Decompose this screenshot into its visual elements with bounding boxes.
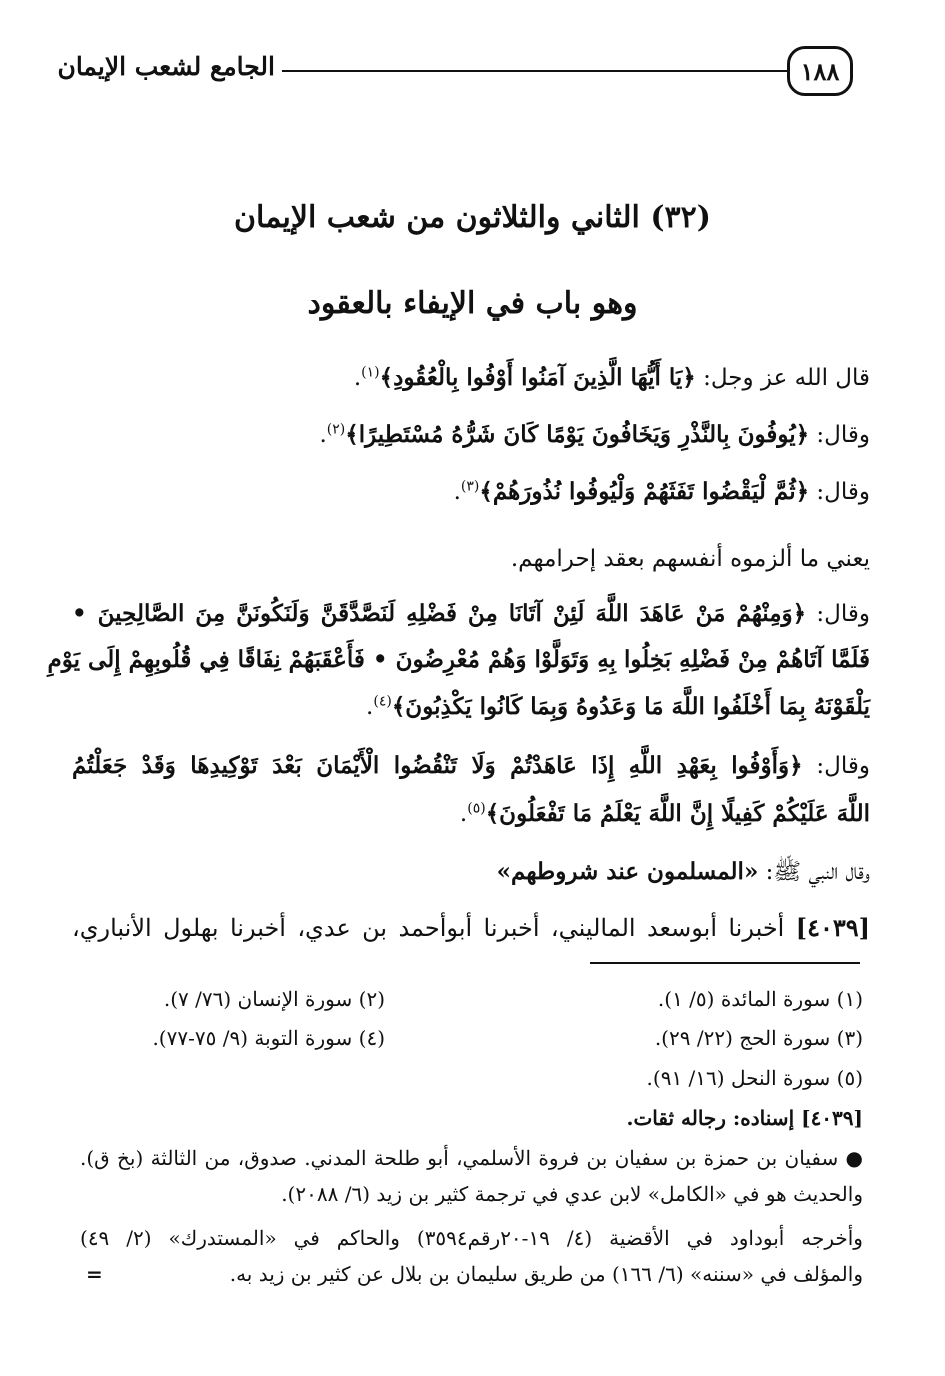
isnad-note <box>626 1106 863 1130</box>
text: أخبرنا أبوسعد الماليني، أخبرنا أبوأحمد بن عدي، أخبرنا بهلول الأنباري، <box>72 914 796 942</box>
header-rule <box>282 70 790 72</box>
text: وقال: <box>802 753 870 779</box>
text: قال الله عز وجل: <box>695 365 870 391</box>
body-line-8 <box>72 752 870 781</box>
note-text: إسناده: رجاله ثقات. <box>626 1106 802 1130</box>
period: . <box>366 694 374 720</box>
footnote-3: (٣) سورة الحج (٢٢/ ٢٩). <box>654 1026 863 1050</box>
period: . <box>319 422 327 448</box>
text: وقال النبي ﷺ: <box>758 859 870 885</box>
footnote-1: (١) سورة المائدة (٥/ ١). <box>657 987 863 1011</box>
continuation-mark: = <box>86 1262 103 1286</box>
quran-verse: اللَّهَ عَلَيْكُمْ كَفِيلًا إِنَّ اللَّهَ يَعْلَمُ مَا تَفْعَلُونَ﴾ <box>485 800 870 827</box>
body-line-9 <box>460 800 870 829</box>
footnote-ref: (١) <box>361 364 380 381</box>
text: وقال: <box>809 422 870 448</box>
page-number: ١٨٨ <box>787 46 853 96</box>
chapter-subtitle: وهو باب في الإيفاء بالعقود <box>307 286 638 321</box>
footnote-4: (٤) سورة التوبة (٩/ ٧٥-٧٧). <box>152 1026 385 1050</box>
body-line-5 <box>72 600 870 629</box>
footnote-2: (٢) سورة الإنسان (٧٦/ ٧). <box>163 987 385 1011</box>
takhrij-line-1: وأخرجه أبوداود في الأقضية (٤/ ١٩-٢٠رقم٣٥٩٤) والحاكم في «المستدرك» (٢/ ٤٩) <box>80 1226 863 1250</box>
body-line-3 <box>454 478 870 507</box>
text: وقال: <box>809 479 870 505</box>
footnote-ref: (٥) <box>467 800 486 817</box>
footnote-ref: (٢) <box>326 421 346 438</box>
narrator-bio-line-1: ● سفيان بن حمزة بن سفيان بن فروة الأسلمي، أبو طلحة المدني. صدوق، من الثالثة (بخ ق). <box>80 1146 863 1170</box>
takhrij-line-2: والمؤلف في «سننه» (٦/ ١٦٦) من طريق سليمان بن بلال عن كثير بن زيد به. <box>229 1262 863 1286</box>
narrator-bio-line-2: والحديث هو في «الكامل» لابن عدي في ترجمة كثير بن زيد (٦/ ٢٠٨٨). <box>281 1182 863 1206</box>
body-line-1 <box>354 364 870 393</box>
footnote-separator <box>590 962 860 964</box>
hadith-number: [٤٠٣٩] <box>795 913 870 942</box>
running-title: الجامع لشعب الإيمان <box>57 52 275 81</box>
quran-verse: ﴿يَا أَيُّهَا الَّذِينَ آمَنُوا أَوْفُوا بِالْعُقُودِ﴾ <box>379 364 696 391</box>
body-line-2 <box>319 421 870 450</box>
body-line-7 <box>366 693 870 722</box>
hadith-quote: «المسلمون عند شروطهم» <box>496 858 759 885</box>
quran-verse: ﴿وَمِنْهُمْ مَنْ عَاهَدَ اللَّهَ لَئِنْ آتَانَا مِنْ فَضْلِهِ لَنَصَّدَّقَنَّ وَلَنَكُونَنَّ مِنَ الصَّالِحِينَ • <box>72 600 807 627</box>
body-line-4: يعني ما ألزموه أنفسهم بعقد إحرامهم. <box>510 546 870 572</box>
quran-verse: يَلْقَوْنَهُ بِمَا أَخْلَفُوا اللَّهَ مَا وَعَدُوهُ وَبِمَا كَانُوا يَكْذِبُونَ﴾ <box>391 693 870 720</box>
period: . <box>459 801 468 827</box>
quran-verse: ﴿ثُمَّ لْيَقْضُوا تَفَثَهُمْ وَلْيُوفُوا نُذُورَهُمْ﴾ <box>479 478 810 505</box>
body-line-10 <box>497 858 870 887</box>
period: . <box>353 365 362 391</box>
note-number: [٤٠٣٩] <box>801 1106 863 1130</box>
body-line-11 <box>72 914 870 943</box>
period: . <box>453 479 461 505</box>
footnote-ref: (٤) <box>373 693 392 710</box>
text: وقال: <box>806 601 870 627</box>
quran-verse: ﴿يُوفُونَ بِالنَّذْرِ وَيَخَافُونَ يَوْمًا كَانَ شَرُّهُ مُسْتَطِيرًا﴾ <box>345 421 810 448</box>
body-line-6: فَلَمَّا آتَاهُمْ مِنْ فَضْلِهِ بَخِلُوا بِهِ وَتَوَلَّوْا وَهُمْ مُعْرِضُونَ • فَأَعْقَبَهُمْ نِفَاقًا فِي قُلُوبِهِمْ إِلَى يَوْمِ <box>47 646 870 673</box>
chapter-title: (٣٢) الثاني والثلاثون من شعب الإيمان <box>234 200 711 235</box>
footnote-ref: (٣) <box>460 478 480 495</box>
footnote-5: (٥) سورة النحل (١٦/ ٩١). <box>646 1066 863 1090</box>
quran-verse: ﴿وَأَوْفُوا بِعَهْدِ اللَّهِ إِذَا عَاهَدْتُمْ وَلَا تَنْقُضُوا الْأَيْمَانَ بَعْدَ تَوْكِيدِهَا وَقَدْ جَعَلْتُمُ <box>72 752 803 779</box>
